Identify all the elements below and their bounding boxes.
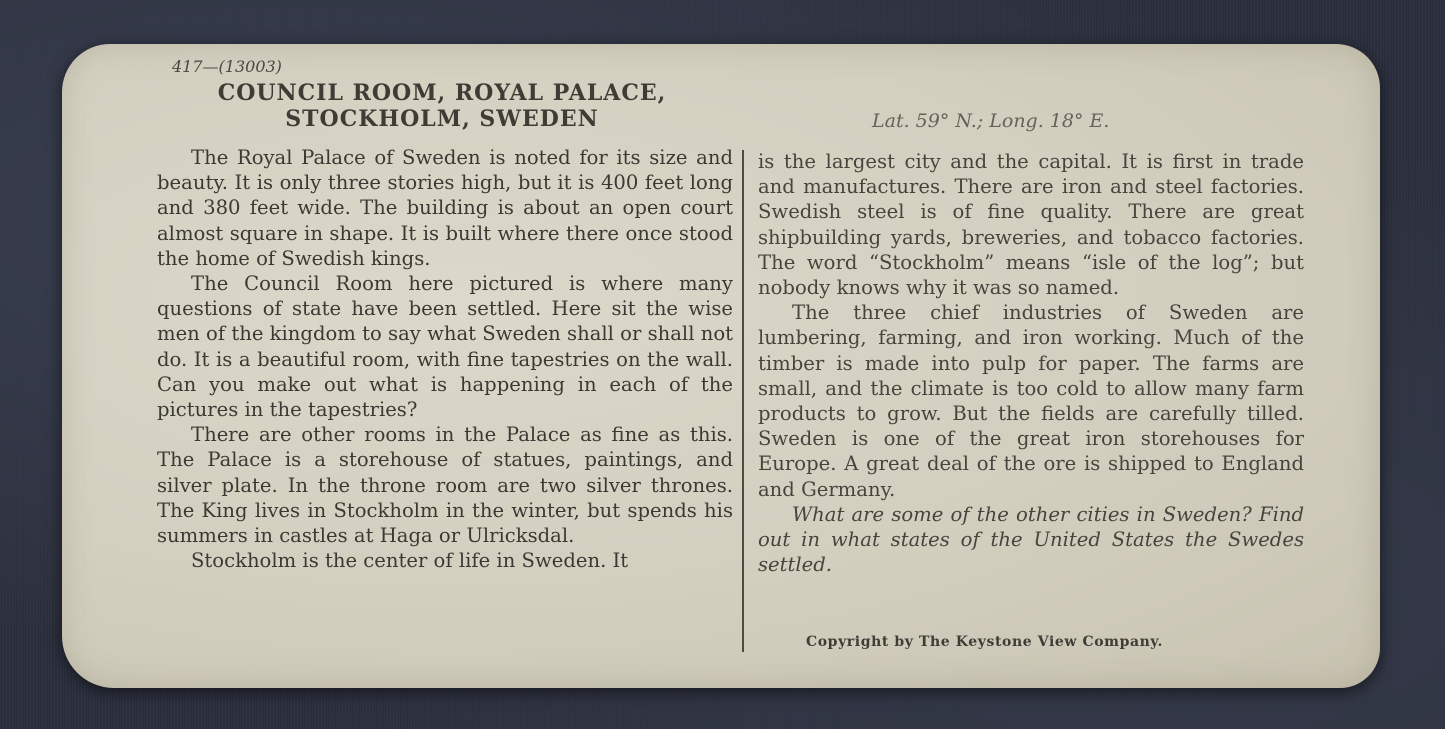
- left-text-column: [157, 145, 733, 573]
- paragraph-other-rooms: There are other rooms in the Palace as fine as this. The Palace is a storehouse of statues, paintings, and silver plate. In the throne room are two silver thrones. The King lives in Stockholm in the winter, but spends his summers in castles at Haga or Ulricksdal.: [157, 423, 733, 548]
- paragraph-royal-palace: The Royal Palace of Sweden is noted for its size and beauty. It is only three stories high, but it is 400 feet long and 380 feet wide. The building is about an open court almost square in shape. It is built where there once stood the home of Swedish kings.: [157, 146, 733, 270]
- paragraph-council-room: The Council Room here pictured is where many questions of state have been settled. Here sit the wise men of the kingdom to say what Sweden shall or shall not do. It is a beautiful room, with fine tapestries on the wall. Can you make out what is happening in each of the pictures in the tapestries?: [157, 272, 733, 422]
- column-divider: [742, 150, 744, 652]
- stereoview-card-back: [62, 44, 1380, 688]
- card-title-line-1: COUNCIL ROOM, ROYAL PALACE,: [217, 80, 667, 106]
- paragraph-stockholm-start: Stockholm is the center of life in Sweden. It: [191, 549, 629, 573]
- paragraph-industries: The three chief industries of Sweden are lumbering, farming, and iron working. Much of the timber is made into pulp for paper. The farms are small, and the climate is too cold to allow many farm products to grow. But the fields are carefully tilled. Sweden is one of the great iron storehouses for Europe. A great deal of the ore is shipped to England and Germany.: [758, 301, 1304, 501]
- right-text-column: [758, 149, 1304, 577]
- card-title-line-2: STOCKHOLM, SWEDEN: [285, 106, 599, 132]
- paragraph-stockholm-continued: is the largest city and the capital. It is first in trade and manufactures. There are iron and steel factories. Swedish steel is of fine quality. There are great shipbuilding yards, breweries, and tobacco factories. The word “Stockholm” means “isle of the log”; but nobody knows why it was so named.: [758, 150, 1304, 300]
- study-question: What are some of the other cities in Sweden? Find out in what states of the United States the Swedes settled.: [758, 502, 1304, 577]
- card-number: 417—(13003): [172, 57, 282, 76]
- coordinates: Lat. 59° N.; Long. 18° E.: [872, 110, 1110, 132]
- copyright-notice: Copyright by The Keystone View Company.: [806, 634, 1164, 650]
- card-title: [162, 80, 722, 132]
